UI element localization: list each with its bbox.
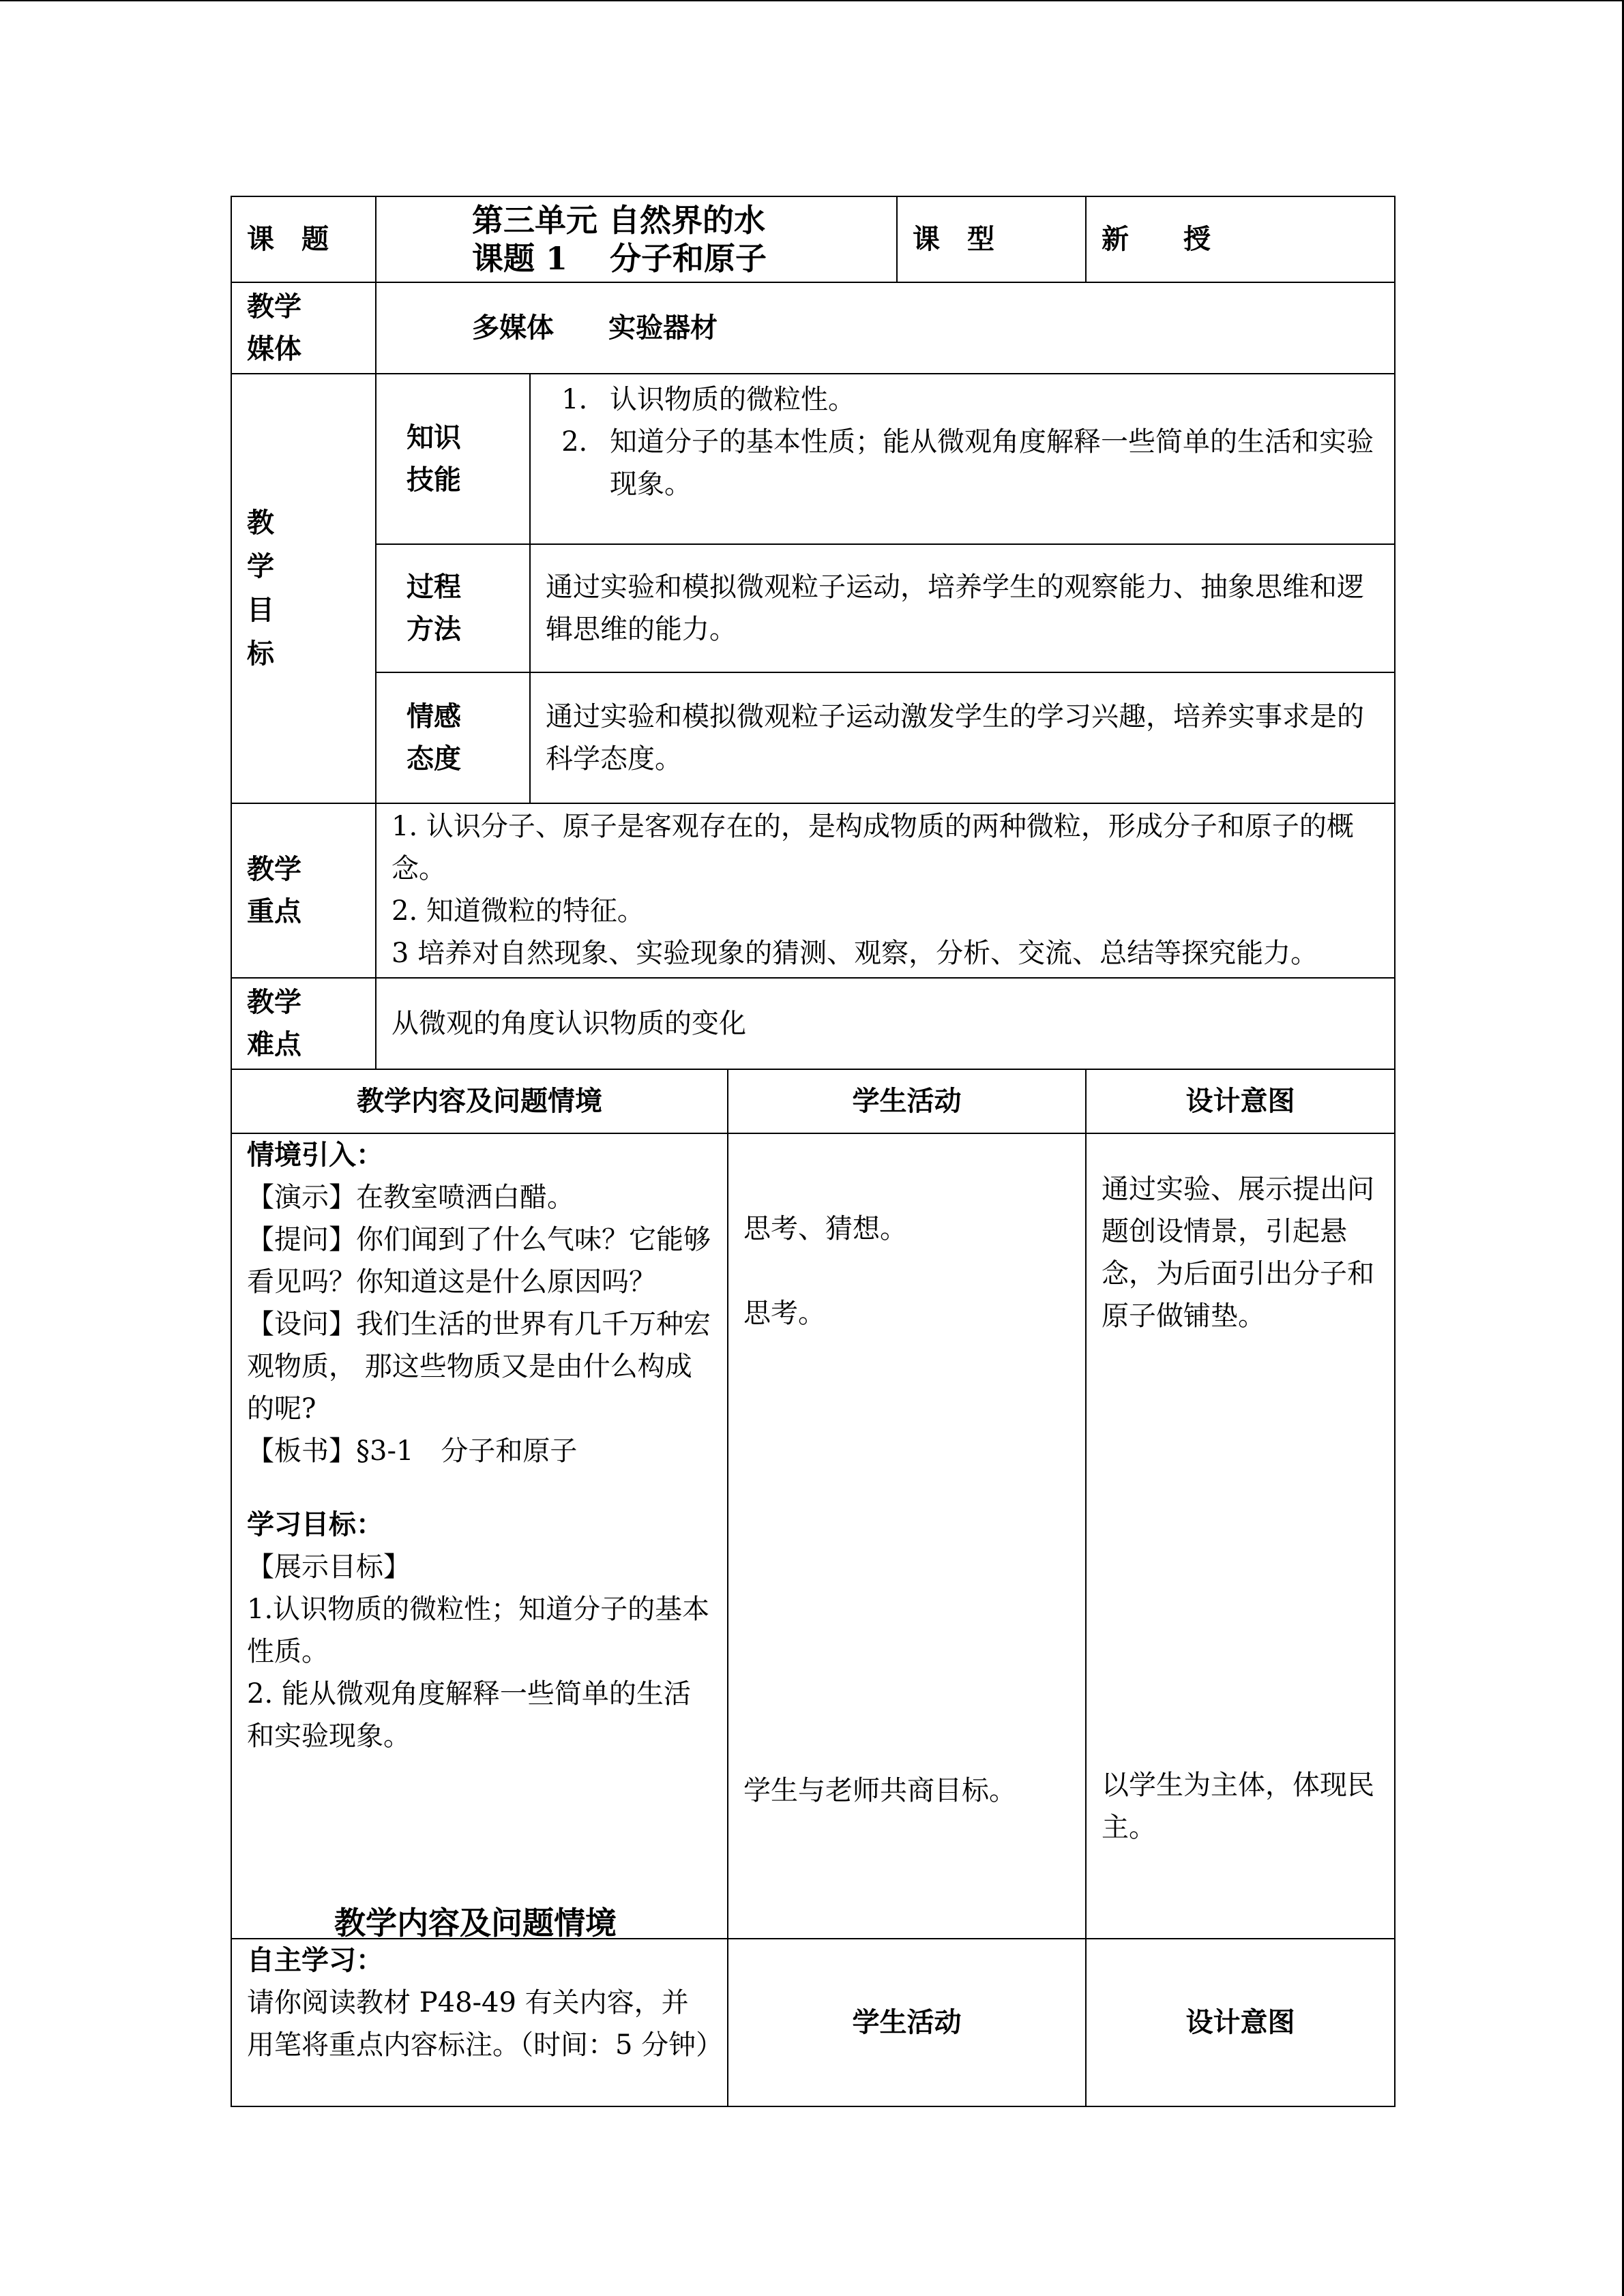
knowledge-label-cell [376, 374, 530, 544]
type-value: 新 授 [1086, 196, 1395, 282]
key-points-row [231, 803, 1395, 978]
media-label-text: 教学媒体 [247, 290, 301, 365]
difficulty-row [231, 978, 1395, 1069]
goal-line-1: 1.认识物质的微粒性；知道分子的基本性质。 [247, 1594, 710, 1667]
column-header-row [231, 1069, 1395, 1133]
section1-content [231, 1133, 728, 1939]
goal-heading: 学习目标： [247, 1508, 383, 1540]
intent-experiment: 通过实验、展示提出问题创设情景，引起悬念，为后面引出分子和原子做铺垫。 [1102, 1174, 1375, 1332]
section1-row [231, 1133, 1395, 1939]
content-column-header: 教学内容及问题情境 [231, 1069, 728, 1133]
self-study-heading: 自主学习： [247, 1944, 383, 1976]
section1-activity [728, 1133, 1086, 1939]
section1-footer-heading: 教学内容及问题情境 [334, 1905, 617, 1939]
section1-intent [1086, 1133, 1395, 1939]
process-label: 过程方法 [407, 571, 461, 645]
difficulty-label: 教学难点 [247, 986, 301, 1060]
self-study-text: 请你阅读教材 P48-49 有关内容，并用笔将重点内容标注。（时间：5 分钟） [247, 1987, 724, 2061]
question-line: 【提问】你们闻到了什么气味？它能够看见吗？你知道这是什么原因吗？ [247, 1224, 711, 1298]
goals-label-cell [231, 374, 376, 803]
emotion-content: 通过实验和模拟微观粒子运动激发学生的学习兴趣，培养实事求是的科学态度。 [530, 672, 1395, 803]
knowledge-content [530, 374, 1395, 544]
goal-knowledge-row [231, 374, 1395, 544]
key-points-label-cell [231, 803, 376, 978]
emotion-label: 情感态度 [407, 700, 461, 775]
difficulty-label-cell [231, 978, 376, 1069]
section2-row [231, 1939, 1395, 2106]
activity-think-guess: 思考、猜想。 [743, 1213, 907, 1244]
intro-heading: 情境引入： [247, 1139, 383, 1171]
board-line: 【板书】§3-1 分子和原子 [247, 1435, 578, 1467]
section2-intent-label: 设计意图 [1086, 1939, 1395, 2106]
knowledge-item: 2. 知道分子的基本性质；能从微观角度解释一些简单的生活和实验现象。 [596, 421, 1379, 505]
activity-shared-goals: 学生与老师共商目标。 [743, 1775, 1016, 1806]
process-label-cell [376, 544, 530, 672]
unit-title: 第三单元 自然界的水 [472, 202, 766, 239]
knowledge-label: 知识技能 [407, 421, 461, 496]
knowledge-item: 1. 认识物质的微粒性。 [596, 378, 1379, 421]
key-point-item: 3 培养对自然现象、实验现象的猜测、观察，分析、交流、总结等探究能力。 [392, 938, 1318, 969]
section2-content [231, 1939, 728, 2106]
key-point-item: 2. 知道微粒的特征。 [392, 895, 645, 927]
emotion-label-cell [376, 672, 530, 803]
media-label [231, 282, 376, 374]
type-label: 课 型 [897, 196, 1086, 282]
section2-activity-label: 学生活动 [728, 1939, 1086, 2106]
goal-emotion-row [231, 672, 1395, 803]
process-content: 通过实验和模拟微观粒子运动，培养学生的观察能力、抽象思维和逻辑思维的能力。 [530, 544, 1395, 672]
activity-column-header: 学生活动 [728, 1069, 1086, 1133]
media-row [231, 282, 1395, 374]
set-question-line: 【设问】我们生活的世界有几千万种宏观物质， 那这些物质又是由什么构成的呢? [247, 1309, 711, 1425]
intent-student-centered: 以学生为主体，体现民主。 [1102, 1770, 1375, 1843]
difficulty-content: 从微观的角度认识物质的变化 [376, 978, 1395, 1069]
show-goal-line: 【展示目标】 [247, 1551, 411, 1583]
key-points-content [376, 803, 1395, 978]
key-points-label: 教学重点 [247, 853, 301, 927]
goal-process-row [231, 544, 1395, 672]
goals-label: 教学目标 [247, 507, 274, 670]
activity-think: 思考。 [743, 1298, 825, 1329]
intent-column-header: 设计意图 [1086, 1069, 1395, 1133]
media-value: 多媒体 实验器材 [376, 282, 1395, 374]
lesson-plan-table [231, 196, 1396, 2107]
topic-row [231, 196, 1395, 282]
page-top-rule [0, 0, 1624, 1]
key-point-item: 1. 认识分子、原子是客观存在的，是构成物质的两种微粒，形成分子和原子的概念。 [392, 811, 1354, 884]
demo-line: 【演示】在教室喷洒白醋。 [247, 1182, 574, 1213]
topic-value-cell [376, 196, 897, 282]
topic-label: 课 题 [231, 196, 376, 282]
lesson-title: 课题 1 分子和原子 [472, 240, 767, 277]
goal-line-2: 2. 能从微观角度解释一些简单的生活和实验现象。 [247, 1678, 691, 1752]
